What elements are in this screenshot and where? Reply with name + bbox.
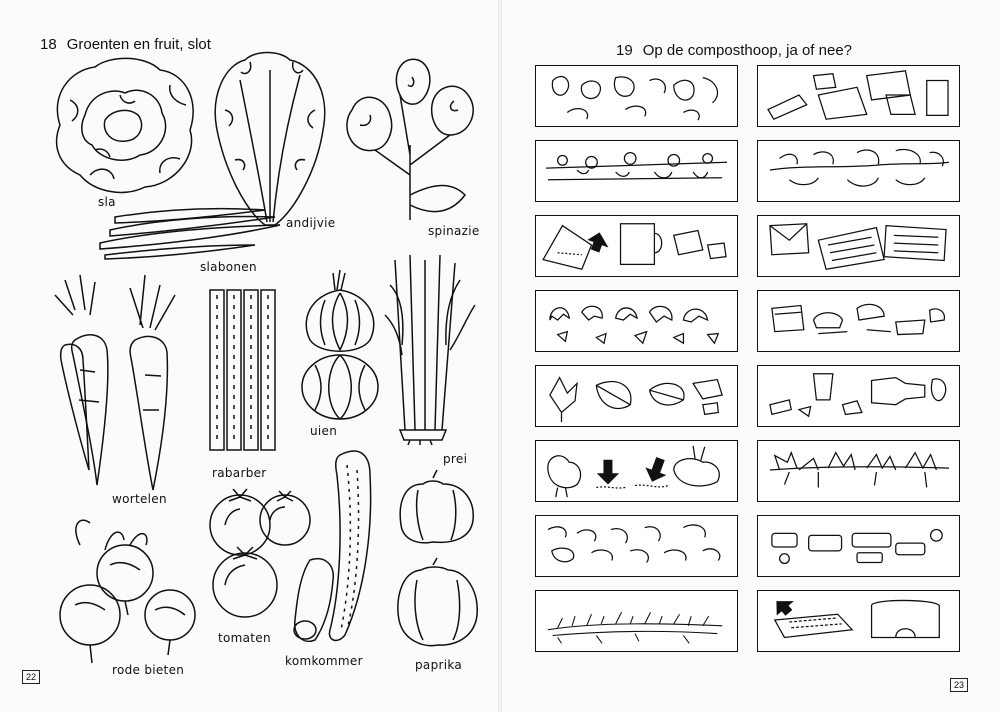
exercise-heading-19	[616, 42, 852, 59]
panel-flower-stems	[535, 140, 738, 202]
panel-weeds	[757, 440, 960, 502]
beetroots-illustration	[50, 515, 200, 665]
panel-grass-clippings	[535, 590, 738, 652]
litter-tray-icon	[758, 591, 959, 651]
label-slabonen: slabonen	[200, 260, 257, 274]
weeds-icon	[758, 441, 959, 501]
batteries-icon	[758, 516, 959, 576]
exercise-title: Groenten en fruit, slot	[66, 36, 211, 53]
green-beans-illustration	[95, 205, 285, 260]
endive-illustration	[205, 50, 335, 230]
label-uien: uien	[310, 424, 338, 438]
label-komkommer: komkommer	[285, 654, 363, 668]
panel-litter-tray	[757, 590, 960, 652]
panel-batteries	[757, 515, 960, 577]
label-wortelen: wortelen	[112, 492, 167, 506]
panel-eggshells	[535, 290, 738, 352]
panel-fruit-peels	[535, 65, 738, 127]
exercise-heading-18	[40, 36, 211, 53]
label-rode-bieten: rode bieten	[112, 663, 185, 677]
bread-crusts-icon	[758, 291, 959, 351]
label-sla: sla	[98, 195, 116, 209]
panel-glass-and-bottle	[757, 365, 960, 427]
label-spinazie: spinazie	[428, 224, 480, 238]
exercise-number: 18	[40, 36, 57, 53]
exercise-title: Op de composthoop, ja of nee?	[642, 42, 852, 59]
coffee-filter-icon	[536, 216, 737, 276]
panel-packaging-waste	[757, 65, 960, 127]
newspapers-icon	[758, 216, 959, 276]
spinach-illustration	[340, 55, 480, 225]
bell-peppers-illustration	[393, 470, 483, 655]
panel-vegetable-greens	[757, 140, 960, 202]
chicken-and-rabbit-icon	[536, 441, 737, 501]
page-number-right: 23	[950, 678, 968, 692]
label-rabarber: rabarber	[212, 466, 267, 480]
rhubarb-illustration	[205, 285, 285, 455]
page-number-left: 22	[22, 670, 40, 684]
panel-potato-peels	[535, 515, 738, 577]
exercise-number: 19	[616, 42, 633, 59]
vegetable-greens-icon	[758, 141, 959, 201]
glass-and-bottle-icon	[758, 366, 959, 426]
potato-peels-icon	[536, 516, 737, 576]
fruit-peels-icon	[536, 66, 737, 126]
eggshells-icon	[536, 291, 737, 351]
label-paprika: paprika	[415, 658, 463, 672]
leek-illustration	[380, 255, 490, 445]
packaging-waste-icon	[758, 66, 959, 126]
flower-stems-icon	[536, 141, 737, 201]
grass-clippings-icon	[536, 591, 737, 651]
cucumber-illustration	[285, 440, 395, 650]
lettuce-illustration	[50, 55, 200, 195]
label-prei: prei	[443, 452, 468, 466]
panel-animal-droppings	[535, 440, 738, 502]
panel-coffee-filter-and-tea	[535, 215, 738, 277]
leaves-icon	[536, 366, 737, 426]
onions-illustration	[295, 265, 385, 425]
carrots-illustration	[45, 270, 205, 500]
panel-leaves	[535, 365, 738, 427]
panel-newspapers	[757, 215, 960, 277]
label-andijvie: andijvie	[286, 216, 336, 230]
right-page	[500, 0, 1000, 712]
label-tomaten: tomaten	[218, 631, 271, 645]
panel-bread-crusts	[757, 290, 960, 352]
